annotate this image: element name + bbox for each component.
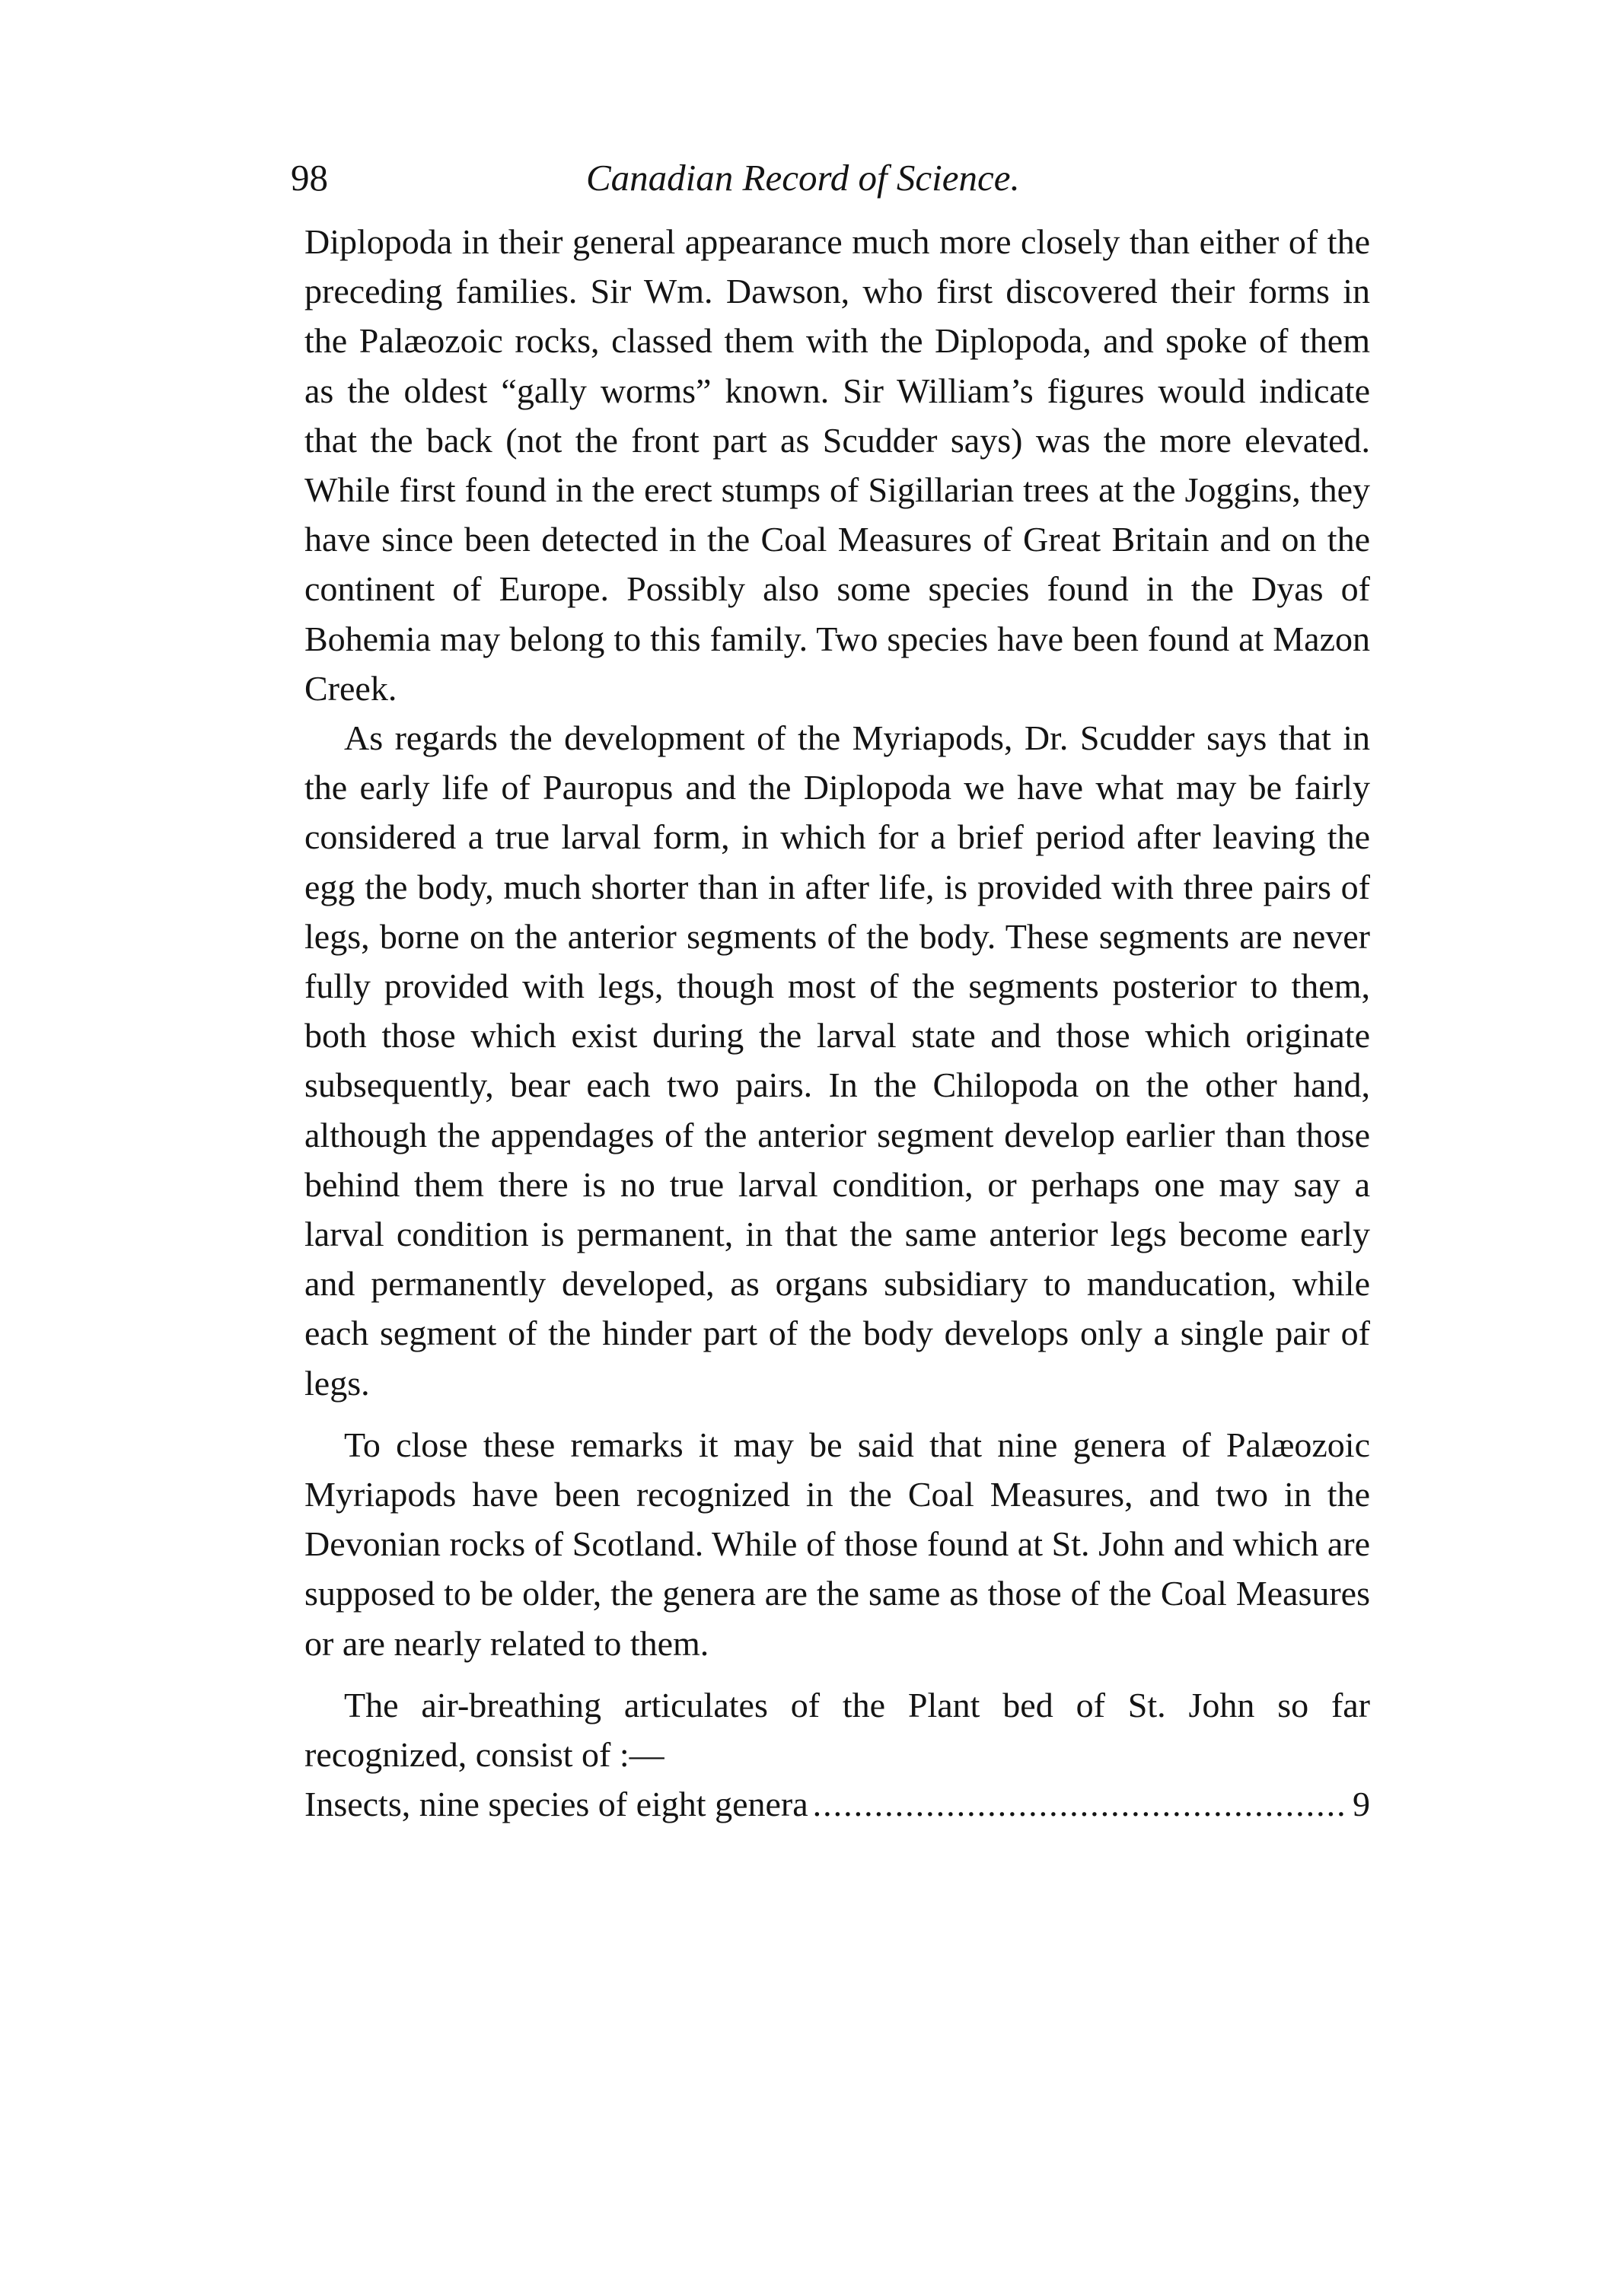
paragraph-development: As regards the development of the Myriapods, Dr. Scudder says that in the early life of Pauropus and the Diplopoda we have what may be fairly considered a true larval form, in which for a brief period after leaving the egg the body, much shorter than in after life, is provided with three pairs of legs, borne on the anterior segments of the body. These segments are never fully provided with legs, though most of the segments posterior to them, both those which exist during the larval state and those which originate subsequently, bear each two pairs. In the Chilopoda on the other hand, although the appendages of the anterior segment develop earlier than those behind them there is no true larval condition, or perhaps one may say a larval condition is permanent, in that the same anterior legs become early and permanently developed, as organs subsidiary to manducation, while each segment of the hinder part of the body develops only a single pair of legs. bbox=[304, 718, 1370, 1403]
page-number: 98 bbox=[291, 157, 328, 199]
dot-leader bbox=[813, 1779, 1348, 1829]
paragraph-conclusion: To close these remarks it may be said that nine genera of Palæozoic Myriapods have been recognized in the Coal Measures, and two in the Devonian rocks of Scotland. While of those found at St. John and which are supposed to be older, the genera are the same as those of the Coal Measures or are nearly related to them. bbox=[304, 1425, 1370, 1663]
page-header bbox=[291, 156, 1370, 217]
list-item-value: 9 bbox=[1353, 1785, 1370, 1824]
page bbox=[291, 156, 1370, 1829]
list-item bbox=[304, 1779, 1370, 1829]
running-title: Canadian Record of Science. bbox=[586, 157, 1020, 199]
paragraph-continued: Diplopoda in their general appearance much more closely than either of the preceding families. Sir Wm. Dawson, who first discovered their forms in the Palæozoic rocks, classed them with the Diplopoda, and spoke of them as the oldest “gally worms” known. Sir William’s figures would indicate that the back (not the front part as Scudder says) was the more elevated. While first found in the erect stumps of Sigillarian trees at the Joggins, they have since been detected in the Coal Measures of Great Britain and on the continent of Europe. Possibly also some species found in the Dyas of Bohemia may belong to this family. Two species have been found at Mazon Creek. bbox=[304, 222, 1370, 708]
list-item-label: Insects, nine species of eight genera bbox=[304, 1785, 808, 1824]
paragraph-list-intro: The air-breathing articulates of the Plant bed of St. John so far recognized, consist of :— bbox=[304, 1685, 1370, 1775]
